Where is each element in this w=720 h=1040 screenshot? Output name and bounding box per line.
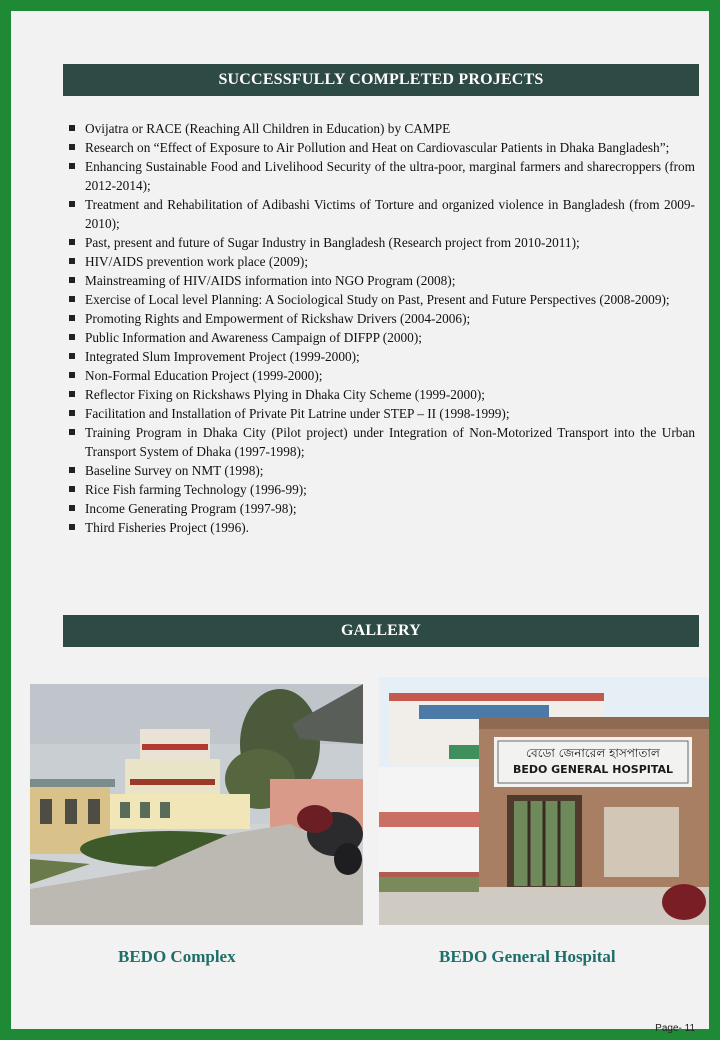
project-item <box>63 366 695 385</box>
project-item-text: Public Information and Awareness Campaign of DIFPP (2000); <box>85 330 422 345</box>
project-item <box>63 347 695 366</box>
bedo-complex-caption: BEDO Complex <box>118 947 236 966</box>
hospital-sign-text: BEDO GENERAL HOSPITAL <box>512 763 674 776</box>
project-item-text: Income Generating Program (1997-98); <box>85 501 297 516</box>
project-item <box>63 404 695 423</box>
project-item-text: Rice Fish farming Technology (1996-99); <box>85 482 307 497</box>
square-bullet-icon <box>69 163 75 169</box>
square-bullet-icon <box>69 467 75 473</box>
project-item <box>63 309 695 328</box>
project-item-text: Enhancing Sustainable Food and Livelihood Security of the ultra-poor, marginal farmers and sharecroppers (from 2012-2014); <box>85 159 695 193</box>
project-item-text: Research on “Effect of Exposure to Air Pollution and Heat on Cardiovascular Patients in Dhaka Bangladesh”; <box>85 140 670 155</box>
square-bullet-icon <box>69 524 75 530</box>
project-item <box>63 480 695 499</box>
square-bullet-icon <box>69 296 75 302</box>
square-bullet-icon <box>69 334 75 340</box>
project-item <box>63 119 695 138</box>
project-item <box>63 385 695 404</box>
projects-heading: SUCCESSFULLY COMPLETED PROJECTS <box>218 71 544 88</box>
project-item-text: HIV/AIDS prevention work place (2009); <box>85 254 309 269</box>
project-item-text: Third Fisheries Project (1996). <box>85 520 249 535</box>
projects-heading-bar <box>63 64 699 96</box>
project-item <box>63 328 695 347</box>
svg-text:বেডো জেনারেল হাসপাতাল: বেডো জেনারেল হাসপাতাল <box>526 746 660 760</box>
project-item <box>63 518 695 537</box>
square-bullet-icon <box>69 372 75 378</box>
project-item-text: Facilitation and Installation of Private Pit Latrine under STEP – II (1998-1999); <box>85 406 510 421</box>
project-item <box>63 271 695 290</box>
square-bullet-icon <box>69 391 75 397</box>
project-item-text: Treatment and Rehabilitation of Adibashi Victims of Torture and organized violence in Bangladesh (from 2009-2010); <box>85 197 695 231</box>
project-item <box>63 233 695 252</box>
square-bullet-icon <box>69 429 75 435</box>
project-item-text: Exercise of Local level Planning: A Sociological Study on Past, Present and Future Perspectives (2008-2009); <box>85 292 670 307</box>
project-item <box>63 423 695 461</box>
project-item-text: Integrated Slum Improvement Project (1999-2000); <box>85 349 360 364</box>
bedo-complex-photo <box>30 684 363 925</box>
project-item-text: Promoting Rights and Empowerment of Rickshaw Drivers (2004-2006); <box>85 311 471 326</box>
project-item-text: Mainstreaming of HIV/AIDS information into NGO Program (2008); <box>85 273 456 288</box>
project-item <box>63 461 695 480</box>
project-item <box>63 138 695 157</box>
page-number: Page- 11 <box>655 1023 695 1034</box>
square-bullet-icon <box>69 505 75 511</box>
project-item <box>63 195 695 233</box>
project-item-text: Training Program in Dhaka City (Pilot project) under Integration of Non-Motorized Transport into the Urban Transport System of Dhaka (1997-1998); <box>85 425 695 459</box>
square-bullet-icon <box>69 353 75 359</box>
project-item-text: Reflector Fixing on Rickshaws Plying in Dhaka City Scheme (1999-2000); <box>85 387 485 402</box>
square-bullet-icon <box>69 201 75 207</box>
gallery-heading: GALLERY <box>341 622 421 639</box>
project-item <box>63 499 695 518</box>
project-item <box>63 252 695 271</box>
project-item-text: Past, present and future of Sugar Industry in Bangladesh (Research project from 2010-2011); <box>85 235 580 250</box>
gallery-heading-bar <box>63 615 699 647</box>
bedo-general-hospital-photo <box>379 677 709 925</box>
project-item-text: Ovijatra or RACE (Reaching All Children in Education) by CAMPE <box>85 121 451 136</box>
bedo-general-hospital-caption: BEDO General Hospital <box>439 947 616 966</box>
project-item-text: Non-Formal Education Project (1999-2000); <box>85 368 323 383</box>
projects-list <box>63 119 695 537</box>
square-bullet-icon <box>69 258 75 264</box>
square-bullet-icon <box>69 125 75 131</box>
square-bullet-icon <box>69 410 75 416</box>
square-bullet-icon <box>69 315 75 321</box>
square-bullet-icon <box>69 277 75 283</box>
square-bullet-icon <box>69 239 75 245</box>
project-item <box>63 290 695 309</box>
project-item-text: Baseline Survey on NMT (1998); <box>85 463 264 478</box>
square-bullet-icon <box>69 144 75 150</box>
project-item <box>63 157 695 195</box>
square-bullet-icon <box>69 486 75 492</box>
